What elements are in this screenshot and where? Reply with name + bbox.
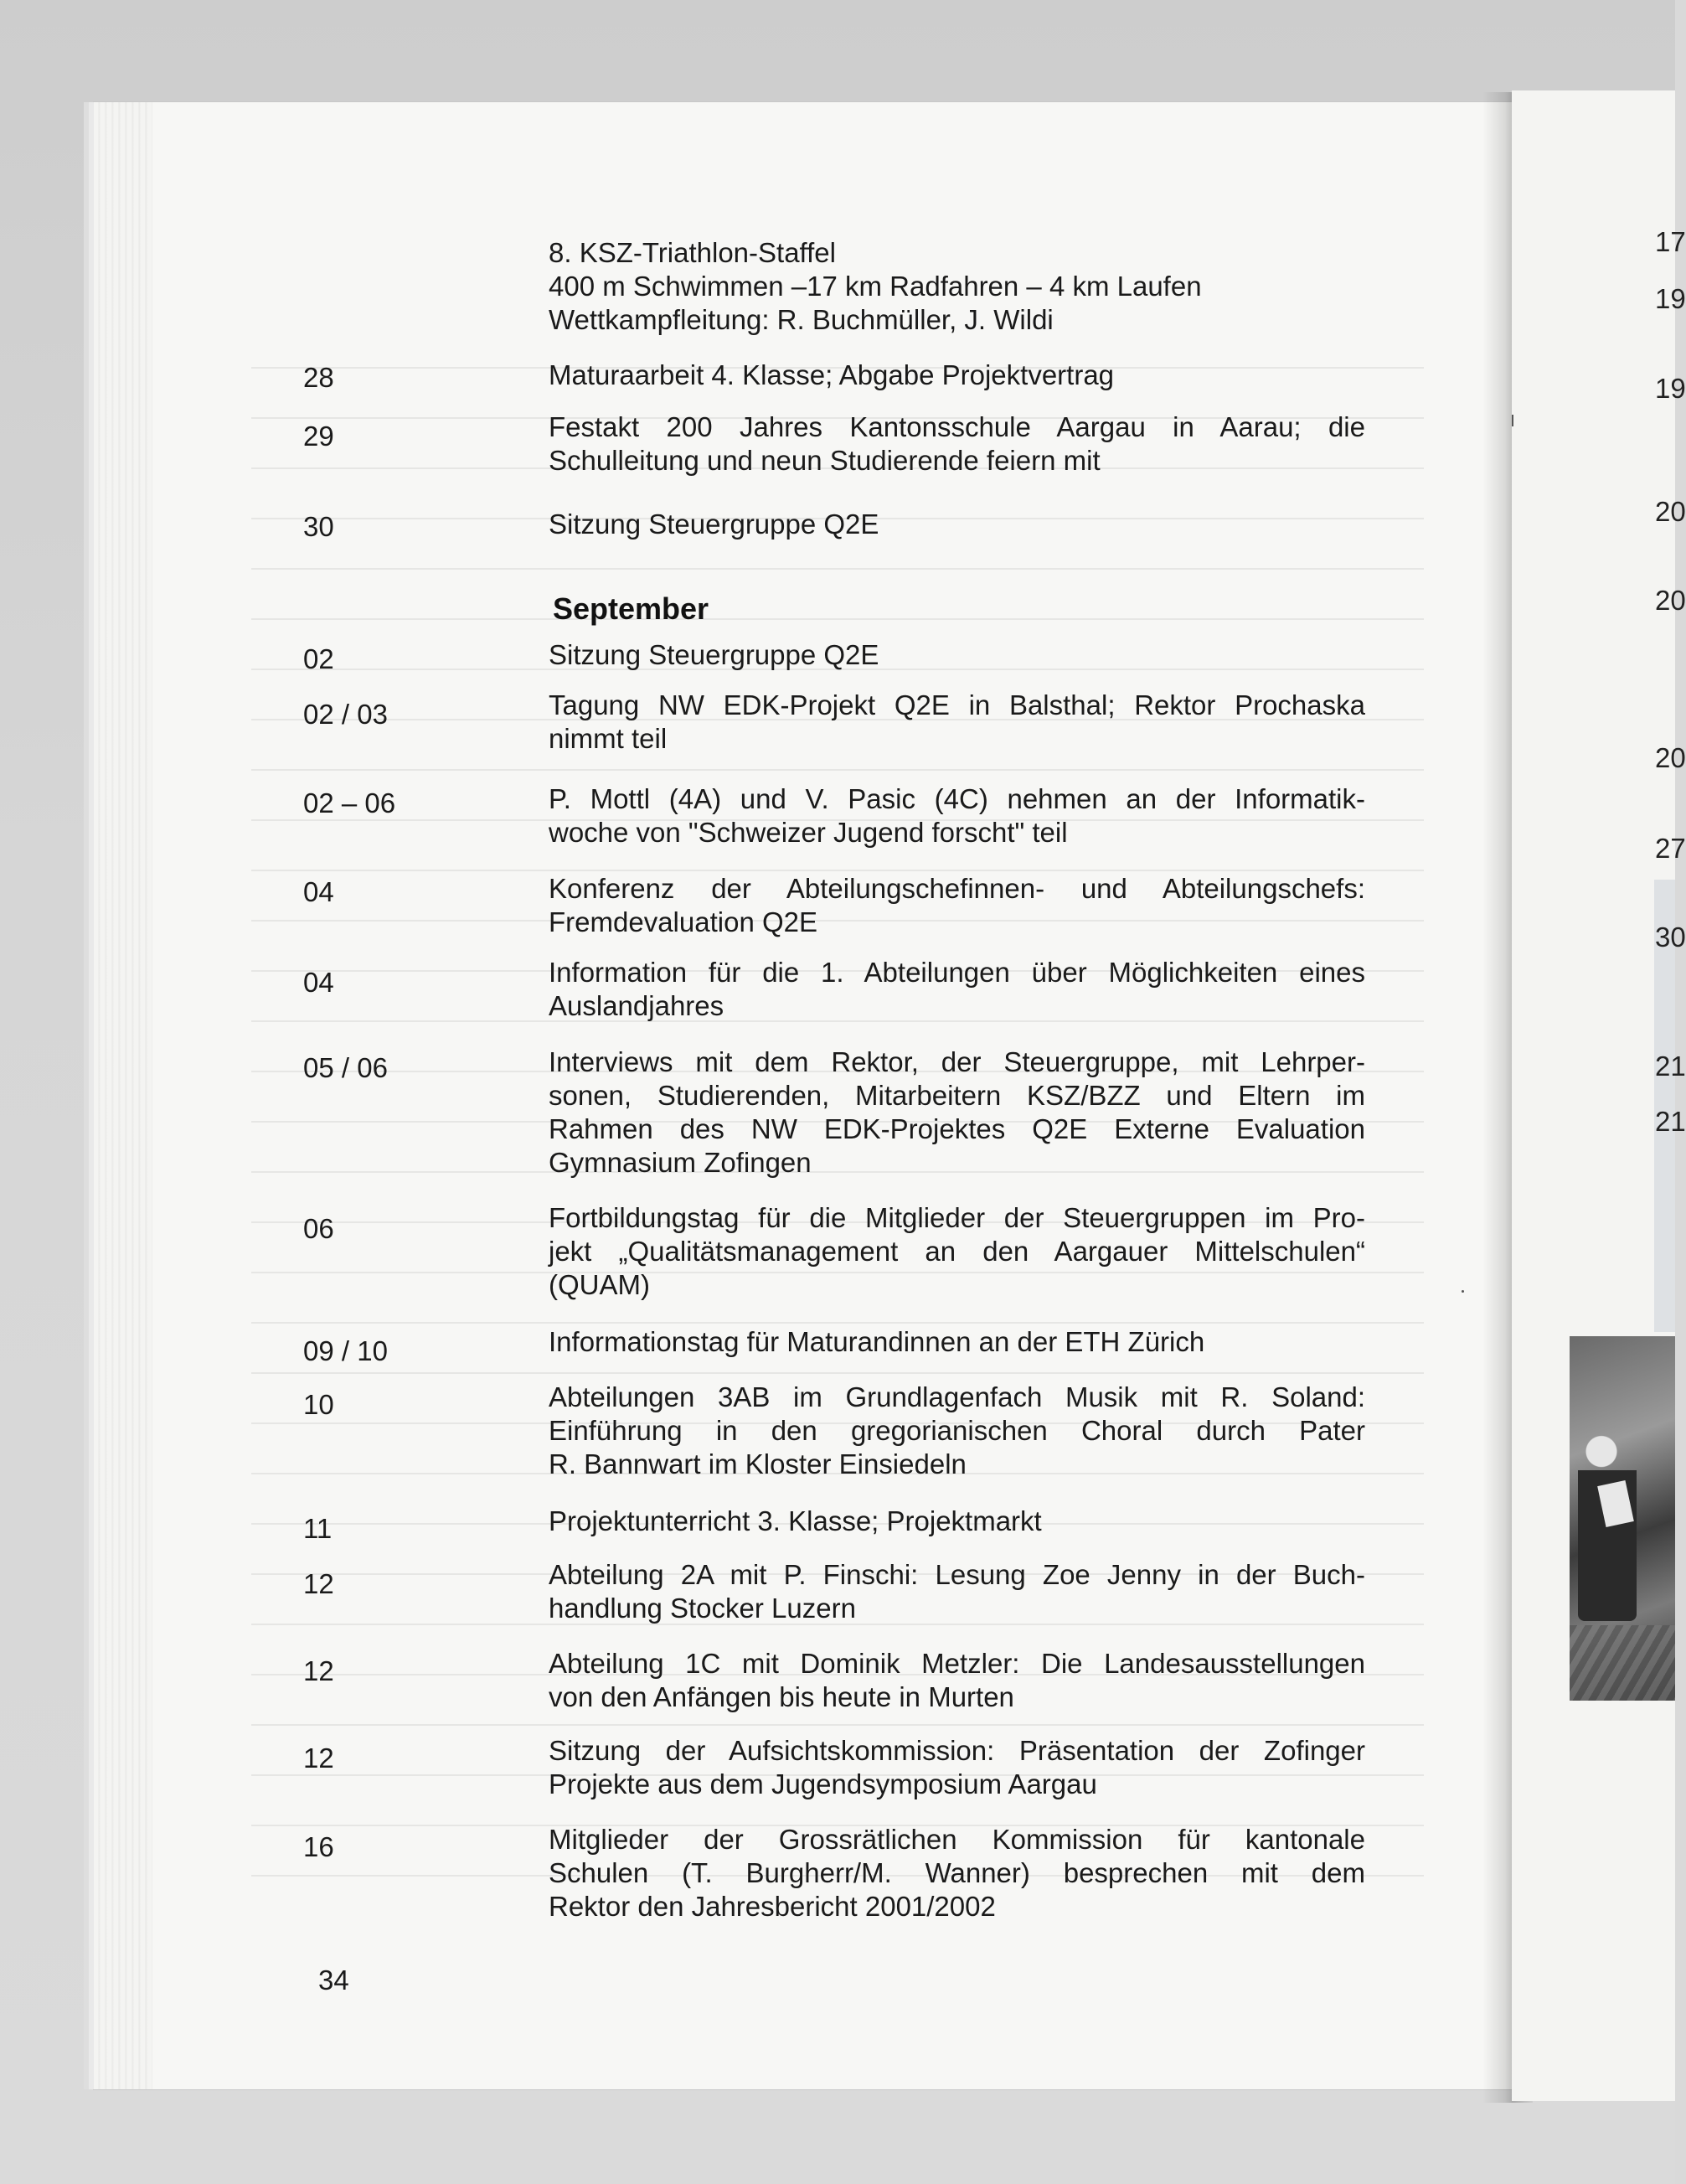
entry-date: 30 (303, 511, 334, 542)
entry-line: Fremdevaluation Q2E (549, 906, 817, 937)
entry-text (549, 236, 1365, 337)
entry-text (549, 1505, 1365, 1538)
entry-line: Einführung in den gregorianischen Choral durch Pater (549, 1415, 1365, 1446)
right-page-date: 20 (1655, 585, 1686, 616)
entry-text (549, 508, 1365, 541)
entry-line: Gymnasium Zofingen (549, 1147, 812, 1178)
entry-line: Fortbildungstag für die Mitglieder der Steuergruppen im Pro- (549, 1202, 1365, 1233)
entry-line: Interviews mit dem Rektor, der Steuergruppe, mit Lehrper- (549, 1046, 1365, 1077)
entry-line: handlung Stocker Luzern (549, 1593, 856, 1624)
entry-line: Abteilung 2A mit P. Finschi: Lesung Zoe Jenny in der Buch- (549, 1559, 1365, 1590)
photo-floor (1570, 1625, 1675, 1701)
entry-line: Sitzung Steuergruppe Q2E (549, 639, 879, 670)
right-page-date: 21 (1655, 1051, 1686, 1082)
entry-date: 04 (303, 876, 334, 907)
entry-text (549, 410, 1365, 478)
entry-text (549, 1647, 1365, 1714)
entry-line: jekt „Qualitätsmanagement an den Aargauer Mittelschulen“ (549, 1236, 1365, 1267)
entry-line: Schulen (T. Burgherr/M. Wanner) besprechen mit dem (549, 1857, 1365, 1888)
entry-text (549, 956, 1365, 1023)
right-page-date: 20 (1655, 742, 1686, 773)
entry-text (549, 638, 1365, 672)
entry-line: Rektor den Jahresbericht 2001/2002 (549, 1891, 996, 1922)
entry-date: 02 / 03 (303, 699, 388, 730)
entry-line: Informationstag für Maturandinnen an der ETH Zürich (549, 1326, 1205, 1357)
entry-date: 16 (303, 1831, 334, 1862)
month-heading: September (553, 591, 709, 626)
entry-date: 28 (303, 362, 334, 393)
entry-line: nimmt teil (549, 723, 668, 754)
entry-line: Information für die 1. Abteilungen über Möglichkeiten eines (549, 957, 1365, 988)
entry-text (549, 1823, 1365, 1923)
entry-line: 400 m Schwimmen –17 km Radfahren – 4 km Laufen (549, 271, 1202, 302)
entry-date: 10 (303, 1389, 334, 1420)
entry-line: Projektunterricht 3. Klasse; Projektmarkt (549, 1505, 1042, 1536)
entry-line: Tagung NW EDK-Projekt Q2E in Balsthal; Rektor Prochaska (549, 689, 1365, 720)
entry-line: Abteilungen 3AB im Grundlagenfach Musik mit R. Soland: (549, 1381, 1365, 1412)
entry-line: Konferenz der Abteilungschefinnen- und Abteilungschefs: (549, 873, 1365, 904)
right-page-date: 30 (1655, 922, 1686, 953)
entry-line: (QUAM) (549, 1269, 650, 1300)
entry-text (549, 1046, 1365, 1180)
entry-line: von den Anfängen bis heute in Murten (549, 1681, 1014, 1712)
entry-date: 02 (303, 643, 334, 674)
entry-text (549, 872, 1365, 939)
dust-speck (1512, 415, 1513, 426)
right-page-date: 21 (1655, 1106, 1686, 1137)
entry-line: Schulleitung und neun Studierende feiern mit (549, 445, 1101, 476)
entry-line: Abteilung 1C mit Dominik Metzler: Die Landesausstellungen (549, 1648, 1365, 1679)
entry-line: Maturaarbeit 4. Klasse; Abgabe Projektvertrag (549, 359, 1115, 390)
dust-speck (1462, 1290, 1464, 1293)
page-number: 34 (318, 1965, 349, 1996)
entry-date: 04 (303, 967, 334, 998)
right-page-date: 20 (1655, 496, 1686, 527)
entry-text (549, 1381, 1365, 1481)
entry-date: 29 (303, 421, 334, 452)
entry-line: Festakt 200 Jahres Kantonsschule Aargau in Aarau; die (549, 411, 1365, 442)
entry-line: sonen, Studierenden, Mitarbeitern KSZ/BZZ und Eltern im (549, 1080, 1365, 1111)
entry-text (549, 1201, 1365, 1302)
entry-date: 11 (303, 1513, 333, 1544)
entry-line: Mitglieder der Grossrätlichen Kommission für kantonale (549, 1824, 1365, 1855)
entry-line: P. Mottl (4A) und V. Pasic (4C) nehmen an der Informatik- (549, 783, 1365, 814)
right-page-photo (1570, 1336, 1675, 1701)
entry-text (549, 782, 1365, 849)
entry-line: Sitzung Steuergruppe Q2E (549, 509, 879, 540)
entry-line: R. Bannwart im Kloster Einsiedeln (549, 1448, 967, 1479)
entry-line: 8. KSZ-Triathlon-Staffel (549, 237, 836, 268)
right-page-date: 19 (1655, 373, 1686, 404)
entry-text (549, 1558, 1365, 1625)
entry-date: 02 – 06 (303, 787, 396, 818)
right-page-date: 19 (1655, 283, 1686, 314)
entry-date: 05 / 06 (303, 1052, 388, 1083)
entry-date: 12 (303, 1743, 334, 1774)
entry-line: Sitzung der Aufsichtskommission: Präsentation der Zofinger (549, 1735, 1365, 1766)
entry-text (549, 359, 1365, 392)
entry-line: Auslandjahres (549, 990, 724, 1021)
entry-text (549, 1325, 1365, 1359)
right-page-date: 17 (1655, 226, 1686, 257)
entry-date: 09 / 10 (303, 1335, 388, 1366)
entry-line: Rahmen des NW EDK-Projektes Q2E Externe Evaluation (549, 1113, 1365, 1144)
entry-date: 12 (303, 1568, 334, 1599)
right-page-date: 27 (1655, 833, 1686, 864)
entry-line: Projekte aus dem Jugendsymposium Aargau (549, 1768, 1097, 1799)
entry-date: 12 (303, 1655, 334, 1686)
entry-text (549, 1734, 1365, 1801)
entry-text (549, 689, 1365, 756)
entry-line: woche von "Schweizer Jugend forscht" teil (549, 817, 1068, 848)
entry-line: Wettkampfleitung: R. Buchmüller, J. Wildi (549, 304, 1054, 335)
entry-date: 06 (303, 1213, 334, 1244)
